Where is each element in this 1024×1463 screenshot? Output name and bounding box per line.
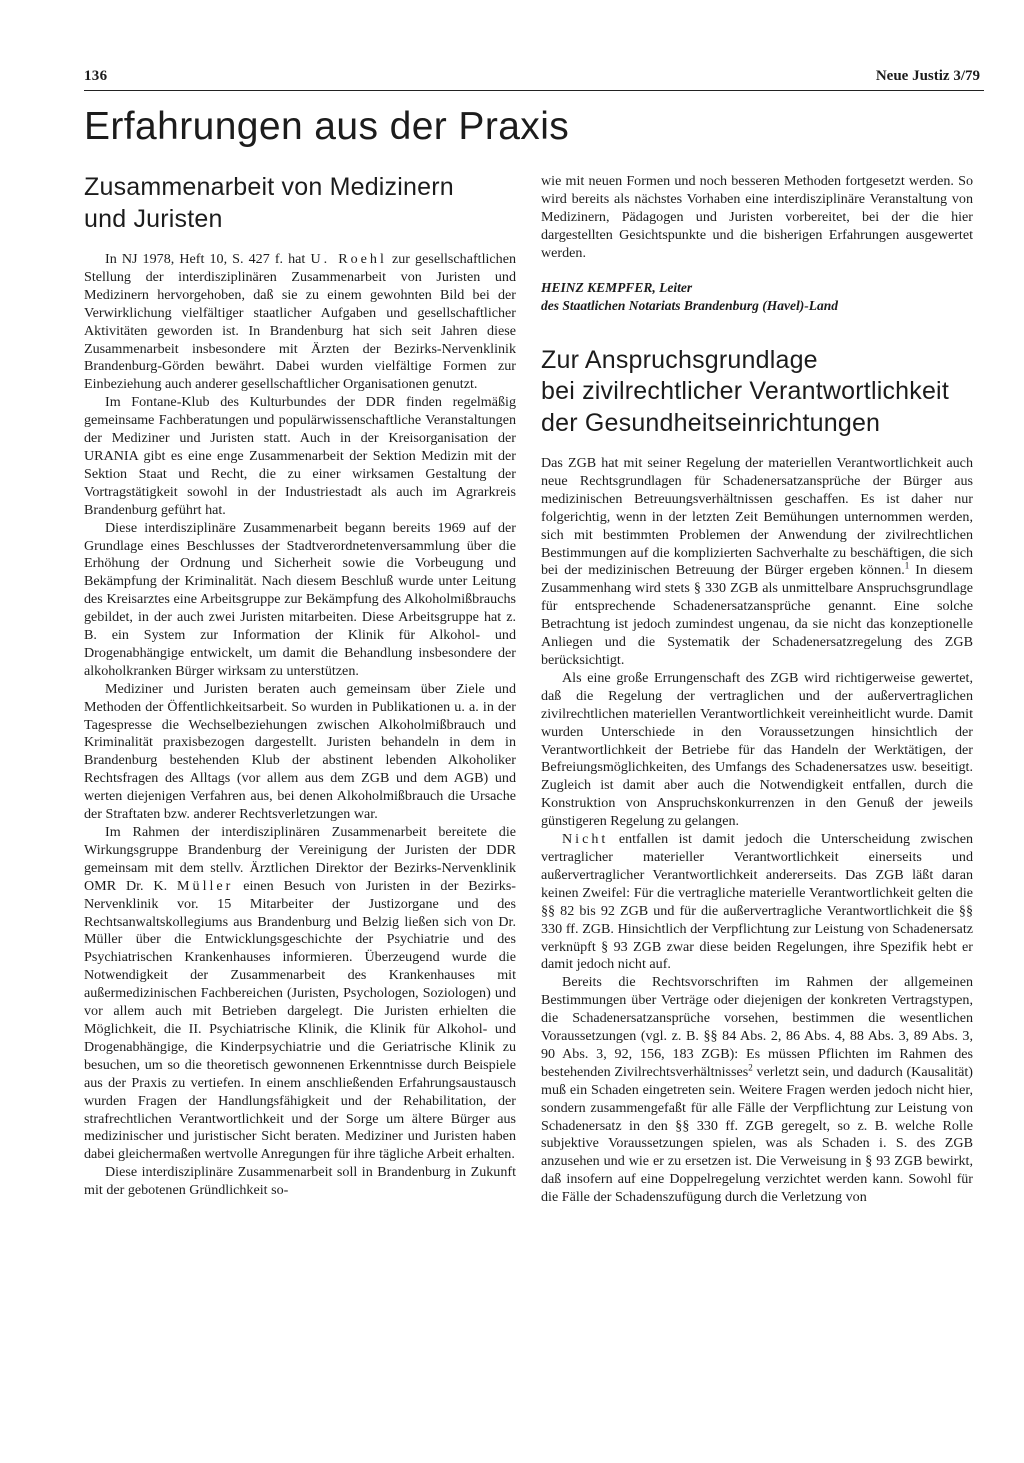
author-affiliation: des Staatlichen Notariats Brandenburg (Havel)-Land (541, 297, 839, 313)
article1-paragraph-6: Diese interdisziplinäre Zusammenarbeit soll in Brandenburg in Zukunft mit der gebotenen Gründlichkeit so- (84, 1164, 516, 1199)
article1-paragraph-4: Mediziner und Juristen beraten auch gemeinsam über Ziele und Methoden der Öffentlichkeitsarbeit. So wurden in Publikationen u. a. in der Tagespresse die Wechselbeziehungen zwischen Alkoholmißbrauch und Kriminalität praxisbezogen dargestellt. Juristen behandeln in dem in Brandenburg bestehenden Klub der abstinent lebenden Alkoholiker Rechtsfragen des Alltags (vor allem aus dem ZGB und dem AGB) und werten diejenigen Verfahren aus, bei denen Alkoholmißbrauch die Ursache der Straftaten bzw. anderer Rechtsverletzungen war. (84, 680, 516, 823)
emphasis-nicht: Nicht (562, 831, 609, 848)
article1-p1b: zur gesellschaftlichen Stellung der interdisziplinären Zusammenarbeit von Juristen und Medizinern hervorgehoben, daß sie zu einem gewohnten Bild bei der Verwirklichung vielfältiger staatlicher Aufgaben und gesellschaftlicher Aktivitäten geworden ist. In Brandenburg hat sich seit Jahren diese Zusammenarbeit insbesondere mit Ärzten der Bezirks-Nervenklinik Brandenburg-Görden bewährt. Dabei wurden vielfältige Formen zur Einbeziehung auch anderer gesellschaftlicher Organisationen genutzt. (84, 251, 517, 393)
left-column (84, 172, 516, 1200)
article2-p3: entfallen ist damit jedoch die Unterscheidung zwischen vertraglicher materieller Verantwortlichkeit einerseits und außervertraglicher Verantwortlichkeit andererseits. Das ZGB läßt daran keinen Zweifel: Für die vertragliche materielle Verantwortlichkeit gelten die §§ 82 bis 92 ZGB und für die außervertragliche Verantwortlichkeit die §§ 330 ff. ZGB. Hinsichtlich der Verpflichtung zur Leistung von Schadenersatz verknüpft § 93 ZGB zwar diese beiden Regelungen, ihre Spezifik hebt er damit jedoch nicht auf. (541, 831, 973, 973)
footnote-marker-2: 2 (748, 1062, 753, 1073)
article2-title-line3: der Gesundheitseinrichtungen (541, 408, 881, 437)
article1-paragraph-2: Im Fontane-Klub des Kulturbundes der DDR finden regelmäßig gemeinsame Fachberatungen und populärwissenschaftliche Veranstaltungen der Mediziner und Juristen statt. Auch in der Kreisorganisation der URANIA gibt es eine enge Zusammenarbeit der Sektion Medizin mit der Sektion Staat und Recht, die zu einer wirksamen Gestaltung der Vortragstätigkeit sowohl in der Industriestadt als auch im Agrarkreis Brandenburg geführt hat. (84, 394, 516, 518)
article1-title-line1: Zusammenarbeit von Medizinern (84, 173, 454, 201)
author-reference-roehl: U. Roehl (310, 251, 387, 267)
article1-title-line2: und Juristen (84, 204, 223, 233)
article2-title (541, 345, 973, 440)
article2-p4b: verletzt sein, und dadurch (Kausalität) muß ein Schaden eingetreten sein. Weitere Fragen werden jedoch nicht hier, sondern zusammengefaßt für alle Fälle der Verpflichtung zur Leistung von Schadenersatz in den §§ 330 ff. ZGB geregelt, so z. B. welche Rolle subjektive Voraussetzungen spielen, was als Schaden i. S. des ZGB anzusehen und wie er zu ersetzen ist. Die Verweisung in § 93 ZGB bewirkt, daß insofern auf eine Doppelregelung verzichtet werden kann. Sowohl für die Fälle der Schadenszufügung durch die Verletzung von (541, 1063, 974, 1206)
page-number: 136 (84, 68, 108, 84)
article2-paragraph-4 (541, 974, 973, 1207)
article1-paragraph-5 (84, 824, 516, 1164)
article2-paragraph-2: Als eine große Errungenschaft des ZGB wird richtigerweise gewertet, daß die Regelung der vertraglichen und der außervertraglichen zivilrechtlichen materiellen Verantwortlichkeit vereinheitlicht wurde. Damit wurden Unterschiede in den Voraussetzungen hinsichtlich der Verantwortlichkeit der Betriebe für das Handeln der Werktätigen, der Befreiungsmöglichkeiten, des Umfangs des Schadenersatzes usw. beseitigt. Zugleich ist damit aber auch die Notwendigkeit entfallen, durch die Konstruktion von Anspruchskonkurrenzen in den Genuß der jeweils günstigeren Regelung zu gelangen. (541, 669, 973, 830)
article1-paragraph-1 (84, 251, 516, 394)
article2-paragraph-3 (541, 831, 973, 974)
article2-title-line2: bei zivilrechtlicher Verantwortlichkeit (541, 377, 949, 406)
article1-p5b: einen Besuch von Juristen in der Bezirks-Nervenklinik vor. 15 Mitarbeiter der Justizorgane und des Rechtsanwaltskollegiums aus Brandenburg und Belzig ließen sich von Dr. Müller über die Entwicklungsgeschichte der Psychiatrie und des Psychiatrischen Krankenhauses informieren. Überzeugend wurde die Notwendigkeit der Zusammenarbeit des Krankenhauses mit außermedizinischen Fachbereichen (Juristen, Psychologen, Soziologen) und vor allem auch mit Betrieben dargelegt. Die Juristen erhielten die Möglichkeit, die II. Psychiatrische Klinik, die Klinik für Alkohol- und Drogenabhängige, die Kinderpsychiatrie und die Geriatrische Klinik zu besuchen, um so die theoretisch gewonnenen Erkenntnisse durch Beispiele aus der Praxis zu vertiefen. In einem anschließenden Erfahrungsaustausch wurden Fragen der Handlungsfähigkeit und der Rehabilitation, der strafrechtlichen Verantwortlichkeit und der Sorge um ältere Bürger aus medizinischer und juristischer Sicht beraten. Mediziner und Juristen haben dabei gleichermaßen wertvolle Anregungen für ihre tägliche Arbeit erhalten. (84, 877, 516, 1163)
journal-issue: Neue Justiz 3/79 (875, 68, 980, 84)
article1-paragraph-6-continued: wie mit neuen Formen und noch besseren Methoden fortgesetzt werden. So wird bereits als nächstes Vorhaben eine interdisziplinäre Veranstaltung von Medizinern, Pädagogen und Juristen vorbereitet, bei der die hier dargestellten Gesichtspunkte und die bisherigen Erfahrungen ausgewertet werden. (541, 173, 973, 261)
article2-p1a: Das ZGB hat mit seiner Regelung der materiellen Verantwortlichkeit auch neue Rechtsgrundlagen für Schadenersatzansprüche der Bürger aus medizinischen Betreuungsverhältnissen geschaffen. Es ist daher nur folgerichtig, wenn in der letzten Zeit Bemühungen unternommen werden, sich mit bestimmten Problemen der Anwendung der zivilrechtlichen Bestimmungen auf die komplizierten Sachverhalte zu beschäftigen, die sich bei der medizinischen Betreuung der Bürger ergeben können. (541, 455, 973, 579)
footnote-marker-1: 1 (904, 560, 910, 571)
article2-p1b: In diesem Zusammenhang wird stets § 330 ZGB als unmittelbare Anspruchsgrundlage für entsprechende Schadenersatzansprüche genannt. Eine solche Betrachtung ist jedoch zumindest ungenau, da sie nicht das konzeptionelle Anliegen und die Systematik der Schadenersatzregelung des ZGB berücksichtigt. (541, 562, 973, 668)
article2-title-line1: Zur Anspruchsgrundlage (541, 345, 818, 374)
author-signature (541, 279, 973, 315)
article1-title (84, 172, 516, 235)
person-name-mueller: Müller (176, 877, 234, 894)
article2-p4a: Bereits die Rechtsvorschriften im Rahmen der allgemeinen Bestimmungen über Verträge oder diejenigen der konkreten Vertragstypen, die Schadenersatzansprüche vorsehen, bestimmen die wesentlichen Voraussetzungen (vgl. z. B. §§ 84 Abs. 2, 86 Abs. 4, 88 Abs. 3, 89 Abs. 3, 90 Abs. 3, 92, 156, 183 ZGB): Es müssen Pflichten im Rahmen des bestehenden Zivilrechtsverhältnisses (541, 974, 973, 1080)
right-column (541, 173, 973, 1207)
article1-p1a: In NJ 1978, Heft 10, S. 427 f. hat (105, 251, 311, 267)
article1-paragraph-3: Diese interdisziplinäre Zusammenarbeit begann bereits 1969 auf der Grundlage eines Beschlusses der Stadtverordnetenversammlung über die Erhöhung der Ordnung und Sicherheit sowie die Vorbeugung und Bekämpfung der Kriminalität. Nach diesem Beschluß wurde unter Leitung des Kreisarztes eine Arbeitsgruppe zur Bekämpfung des Alkoholmißbrauchs gebildet, in der auch zwei Juristen mitarbeiten. Diese Arbeitsgruppe hat z. B. ein System zur Information der Klinik für Alkohol- und Drogenabhängige entwickelt, um damit die Behandlung insbesondere der alkoholkranken Bürger wirksam zu unterstützen. (84, 519, 516, 679)
header-rule (84, 90, 984, 91)
article1-p5a: Im Rahmen der interdisziplinären Zusammenarbeit bereitete die Wirkungsgruppe Brandenburg der Vereinigung der Juristen der DDR gemeinsam mit dem stellv. Ärztlichen Direktor der Bezirks-Nervenklinik OMR Dr. K. (84, 824, 516, 894)
article2-paragraph-1 (541, 455, 973, 670)
author-name: HEINZ KEMPFER, Leiter (541, 279, 693, 295)
section-title: Erfahrungen aus der Praxis (84, 105, 570, 148)
